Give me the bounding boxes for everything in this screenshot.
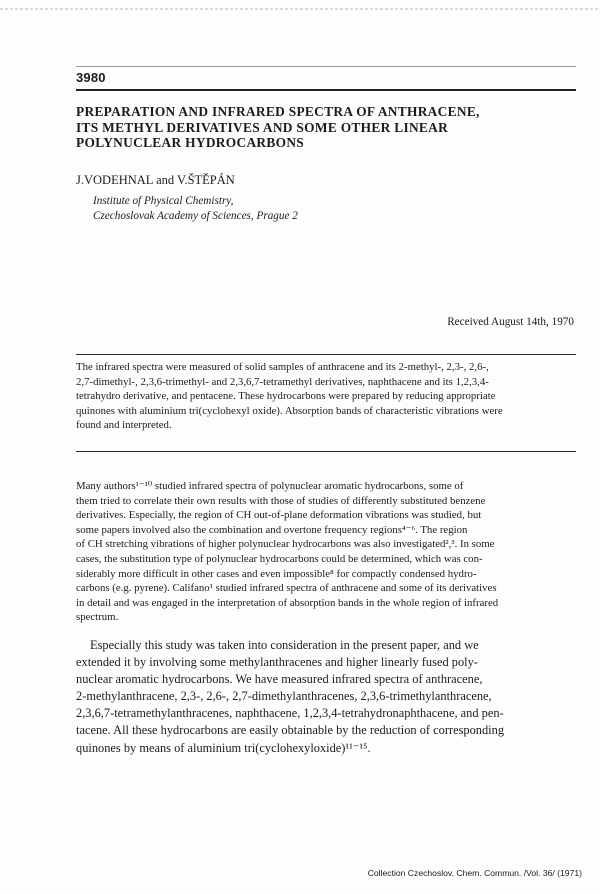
abstract-line: 2,7-dimethyl-, 2,3,6-trimethyl- and 2,3,6,7-tetramethyl derivatives, naphthacene and its 1,2,3,4- — [76, 375, 489, 388]
introduction-paragraph — [76, 479, 576, 625]
journal-citation: Collection Czechoslov. Chem. Commun. /Vol. 36/ (1971) — [367, 868, 582, 878]
study-paragraph — [76, 637, 576, 757]
body-line: some papers involved also the combination and overtone frequency regions⁴⁻⁶. The region — [76, 523, 468, 536]
body-line: them tried to correlate their own results with those of studies of differently substituted benzene — [76, 494, 486, 507]
abstract-line: quinones with aluminium tri(cyclohexyl oxide). Absorption bands of characteristic vibrations were — [76, 404, 503, 417]
abstract-bottom-rule — [76, 451, 576, 452]
body-line: derivatives. Especially, the region of CH out-of-plane deformation vibrations was studied, but — [76, 509, 482, 522]
abstract-line: found and interpreted. — [76, 419, 172, 431]
body-line: siderably more difficult in other cases and even impossible⁸ for compactly condensed hydro- — [76, 567, 477, 580]
body-line: 2-methylanthracene, 2,3-, 2,6-, 2,7-dimethylanthracenes, 2,3,6-trimethylanthracene, — [76, 689, 492, 704]
abstract — [76, 360, 576, 433]
body-line: extended it by involving some methylanthracenes and higher linearly fused poly- — [76, 655, 478, 670]
abstract-line: tetrahydro derivative, and pentacene. These hydrocarbons were prepared by reducing appropriate — [76, 390, 496, 402]
title-line: POLYNUCLEAR HYDROCARBONS — [76, 135, 305, 150]
header-rule — [76, 89, 576, 91]
affiliation-line: Czechoslovak Academy of Sciences, Prague 2 — [93, 210, 298, 222]
title-line: ITS METHYL DERIVATIVES AND SOME OTHER LINEAR — [76, 119, 449, 135]
title-line: PREPARATION AND INFRARED SPECTRA OF ANTHRACENE, — [76, 104, 480, 119]
body-line: of CH stretching vibrations of higher polynuclear hydrocarbons was also investigated²,³. In some — [76, 538, 495, 551]
article-title — [76, 104, 546, 151]
page-number: 3980 — [76, 70, 106, 85]
body-line: nuclear aromatic hydrocarbons. We have measured infrared spectra of anthracene, — [76, 672, 483, 687]
body-line: quinones by means of aluminium tri(cyclohexyloxide)¹¹⁻¹⁵. — [76, 740, 371, 755]
abstract-line: The infrared spectra were measured of solid samples of anthracene and its 2-methyl-, 2,3-, 2,6-, — [76, 361, 489, 373]
scan-artifact — [0, 8, 600, 10]
body-line: spectrum. — [76, 611, 119, 624]
abstract-top-rule — [76, 354, 576, 355]
body-line: Many authors¹⁻¹⁰ studied infrared spectra of polynuclear aromatic hydrocarbons, some of — [76, 480, 464, 492]
received-date: Received August 14th, 1970 — [447, 316, 574, 328]
header-top-rule — [76, 66, 576, 67]
body-line: carbons (e.g. pyrene). Califano¹ studied infrared spectra of anthracene and some of its derivatives — [76, 582, 497, 595]
affiliation-line: Institute of Physical Chemistry, — [93, 195, 234, 207]
author-affiliation — [93, 194, 298, 224]
body-line: cases, the substitution type of polynuclear hydrocarbons could be determined, which was con- — [76, 552, 483, 565]
body-line: in detail and was engaged in the interpretation of absorption bands in the whole region of infrared — [76, 596, 499, 609]
body-line: 2,3,6,7-tetramethylanthracenes, naphthacene, 1,2,3,4-tetrahydronaphthacene, and pen- — [76, 706, 504, 721]
body-line: Especially this study was taken into consideration in the present paper, and we — [90, 638, 479, 652]
body-line: tacene. All these hydrocarbons are easily obtainable by the reduction of corresponding — [76, 723, 505, 738]
article-authors: J.VODEHNAL and V.ŠTĚPÁN — [76, 173, 235, 187]
